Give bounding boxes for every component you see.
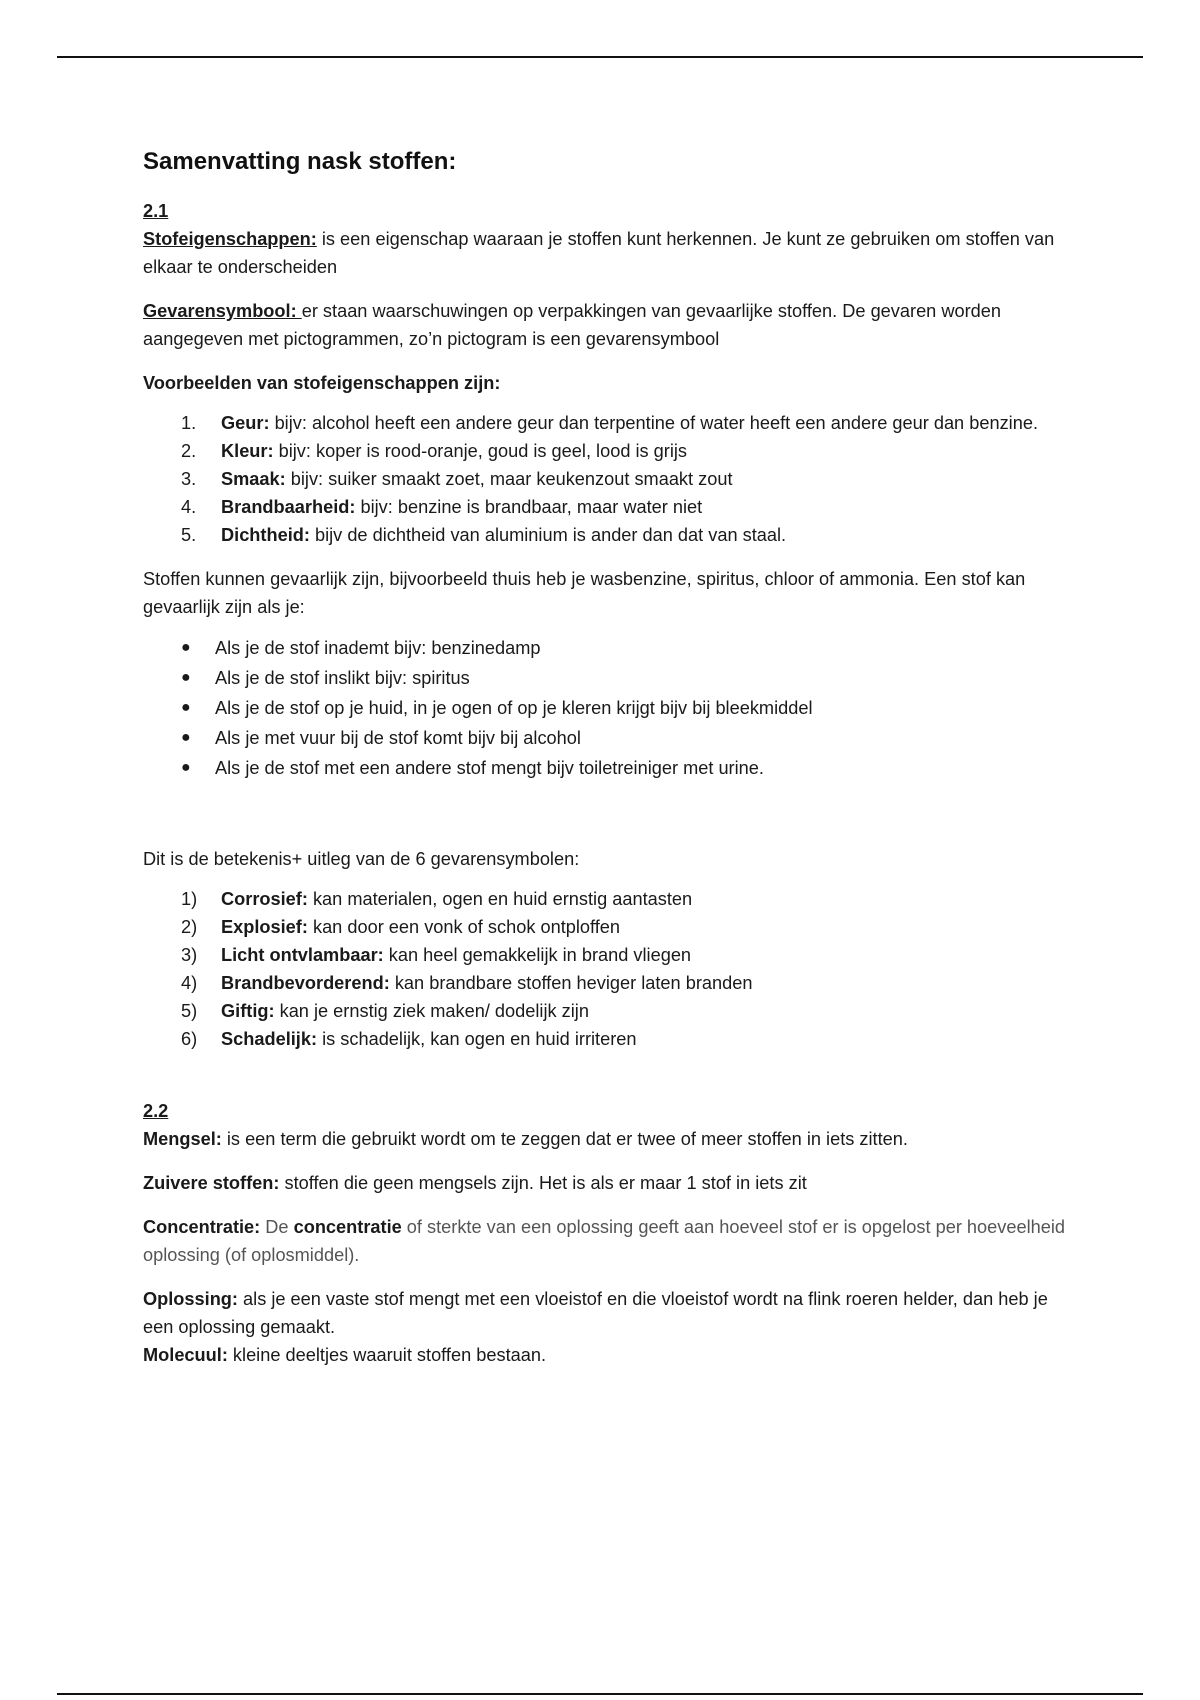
top-rule xyxy=(57,56,1143,58)
list-item xyxy=(143,941,1073,969)
definition-stofeigenschappen xyxy=(143,225,1073,281)
list-term: Corrosief: xyxy=(221,889,308,909)
list-item xyxy=(143,913,1073,941)
list-term: Giftig: xyxy=(221,1001,275,1021)
list-term: Licht ontvlambaar: xyxy=(221,945,384,965)
symbols-list xyxy=(143,885,1073,1053)
definition-text: er staan waarschuwingen op verpakkingen van gevaarlijke stoffen. De gevaren worden aangegeven met pictogrammen, zo’n pictogram is een gevarensymbool xyxy=(143,301,1001,349)
page-title: Samenvatting nask stoffen: xyxy=(143,148,457,175)
list-term: Brandbaarheid: xyxy=(221,497,356,517)
list-number: 2. xyxy=(181,441,197,461)
list-item xyxy=(143,409,1073,437)
list-number: 2) xyxy=(181,917,198,937)
definition-text: kleine deeltjes waaruit stoffen bestaan. xyxy=(227,1345,547,1365)
document-page xyxy=(143,147,1073,1369)
definition-oplossing xyxy=(143,1285,1073,1341)
definition-text: als je een vaste stof mengt met een vloeistof en die vloeistof wordt na flink roeren helder, dan heb je een oplossing gemaakt. xyxy=(143,1289,1048,1337)
list-term: Dichtheid: xyxy=(221,525,310,545)
list-number: 6) xyxy=(181,1029,198,1049)
vertical-spacer xyxy=(143,1053,1073,1097)
list-text: kan materialen, ogen en huid ernstig aantasten xyxy=(307,889,693,909)
list-text: bijv: benzine is brandbaar, maar water niet xyxy=(355,497,703,517)
definition-gevarensymbool xyxy=(143,297,1073,353)
bullet-icon: ● xyxy=(181,759,191,776)
bullet-icon: ● xyxy=(181,699,191,716)
list-item xyxy=(143,493,1073,521)
definition-text: is een term die gebruikt wordt om te zeggen dat er twee of meer stoffen in iets zitten. xyxy=(221,1129,908,1149)
list-number: 3) xyxy=(181,945,198,965)
danger-intro: Stoffen kunnen gevaarlijk zijn, bijvoorbeeld thuis heb je wasbenzine, spiritus, chloor of ammonia. Een stof kan gevaarlijk zijn als je: xyxy=(143,569,1026,617)
list-item xyxy=(143,723,1073,753)
list-item xyxy=(143,663,1073,693)
list-term: Schadelijk: xyxy=(221,1029,318,1049)
term-oplossing: Oplossing: xyxy=(143,1289,238,1309)
list-term: Explosief: xyxy=(221,917,308,937)
definition-mengsel xyxy=(143,1125,1073,1153)
definition-molecuul xyxy=(143,1341,1073,1369)
list-item xyxy=(143,437,1073,465)
list-item xyxy=(143,465,1073,493)
list-term: Smaak: xyxy=(221,469,286,489)
section-heading-2-1: 2.1 xyxy=(143,201,169,221)
list-text: bijv de dichtheid van aluminium is ander dan dat van staal. xyxy=(309,525,787,545)
list-text: Als je de stof op je huid, in je ogen of op je kleren krijgt bijv bij bleekmiddel xyxy=(215,698,813,718)
definition-text: of sterkte van een oplossing geeft aan hoeveel stof er is opgelost per hoeveelheid oplossing (of oplosmiddel). xyxy=(143,1217,1066,1265)
term-stofeigenschappen: Stofeigenschappen: xyxy=(143,229,317,249)
list-number: 4) xyxy=(181,973,198,993)
list-item xyxy=(143,521,1073,549)
list-item xyxy=(143,1025,1073,1053)
term-zuivere-stoffen: Zuivere stoffen: xyxy=(143,1173,280,1193)
bullet-icon: ● xyxy=(181,669,191,686)
definition-bold-word: concentratie xyxy=(293,1217,402,1237)
examples-list xyxy=(143,409,1073,549)
danger-list xyxy=(143,633,1073,783)
term-concentratie: Concentratie: xyxy=(143,1217,261,1237)
list-item xyxy=(143,997,1073,1025)
list-number: 1. xyxy=(181,413,197,433)
list-item xyxy=(143,633,1073,663)
list-number: 1) xyxy=(181,889,198,909)
list-text: kan door een vonk of schok ontploffen xyxy=(307,917,621,937)
section-heading-2-2: 2.2 xyxy=(143,1101,169,1121)
bottom-rule xyxy=(57,1693,1143,1695)
list-number: 4. xyxy=(181,497,197,517)
list-text: is schadelijk, kan ogen en huid irriteren xyxy=(317,1029,637,1049)
list-item xyxy=(143,969,1073,997)
list-text: bijv: koper is rood-oranje, goud is geel, lood is grijs xyxy=(273,441,688,461)
list-number: 3. xyxy=(181,469,197,489)
list-item xyxy=(143,753,1073,783)
list-text: Als je met vuur bij de stof komt bijv bij alcohol xyxy=(215,728,581,748)
list-text: kan brandbare stoffen heviger laten branden xyxy=(389,973,753,993)
list-term: Kleur: xyxy=(221,441,274,461)
definition-text: is een eigenschap waaraan je stoffen kunt herkennen. Je kunt ze gebruiken om stoffen van elkaar te onderscheiden xyxy=(143,229,1055,277)
list-text: kan heel gemakkelijk in brand vliegen xyxy=(383,945,692,965)
vertical-spacer xyxy=(143,783,1073,845)
list-text: kan je ernstig ziek maken/ dodelijk zijn xyxy=(274,1001,589,1021)
list-text: bijv: suiker smaakt zoet, maar keukenzout smaakt zout xyxy=(285,469,733,489)
list-number: 5) xyxy=(181,1001,198,1021)
list-text: Als je de stof inslikt bijv: spiritus xyxy=(215,668,470,688)
list-term: Geur: xyxy=(221,413,270,433)
list-item xyxy=(143,693,1073,723)
symbols-intro: Dit is de betekenis+ uitleg van de 6 gevarensymbolen: xyxy=(143,849,580,869)
list-text: Als je de stof met een andere stof mengt bijv toiletreiniger met urine. xyxy=(215,758,764,778)
examples-heading: Voorbeelden van stofeigenschappen zijn: xyxy=(143,373,501,393)
definition-text: De xyxy=(260,1217,294,1237)
list-item xyxy=(143,885,1073,913)
term-molecuul: Molecuul: xyxy=(143,1345,228,1365)
list-text: Als je de stof inademt bijv: benzinedamp xyxy=(215,638,541,658)
definition-zuivere-stoffen xyxy=(143,1169,1073,1197)
term-mengsel: Mengsel: xyxy=(143,1129,222,1149)
definition-concentratie xyxy=(143,1213,1073,1269)
list-number: 5. xyxy=(181,525,197,545)
definition-text: stoffen die geen mengsels zijn. Het is als er maar 1 stof in iets zit xyxy=(279,1173,807,1193)
list-term: Brandbevorderend: xyxy=(221,973,390,993)
bullet-icon: ● xyxy=(181,729,191,746)
bullet-icon: ● xyxy=(181,639,191,656)
list-text: bijv: alcohol heeft een andere geur dan terpentine of water heeft een andere geur dan benzine. xyxy=(269,413,1038,433)
term-gevarensymbool: Gevarensymbool: xyxy=(143,301,302,321)
